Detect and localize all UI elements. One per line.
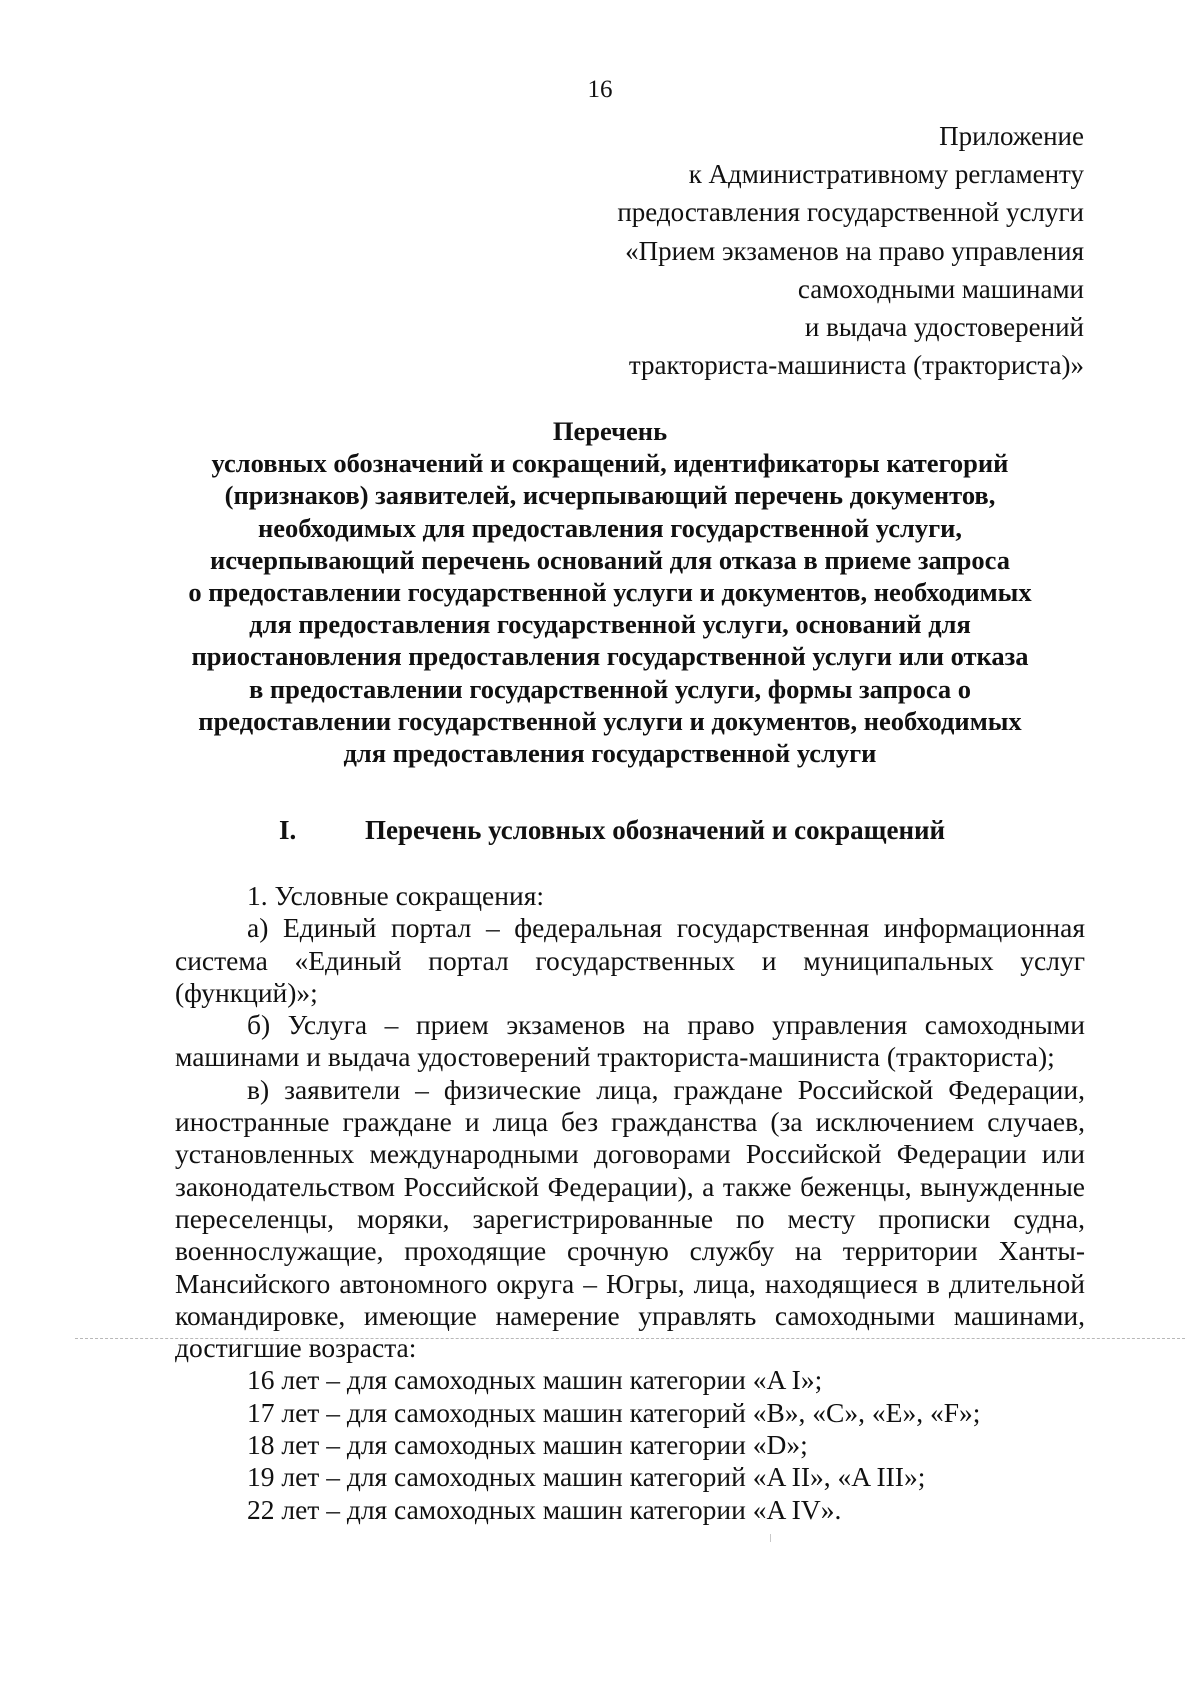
appendix-line: Приложение	[939, 121, 1084, 151]
title-line: для предоставления государственной услуги	[343, 738, 877, 769]
title-line: (признаков) заявителей, исчерпывающий перечень документов,	[224, 480, 996, 511]
title-line: в предоставлении государственной услуги, формы запроса о	[248, 673, 972, 704]
title-line: Перечень	[552, 416, 668, 446]
age-list-item: 16 лет – для самоходных машин категории «A I»;	[247, 1364, 823, 1396]
item-v-paragraph: в) заявители – физические лица, граждане Российской Федерации, иностранные граждане и лица без гражданства (за исключением случаев, установленных международными договорами Российской Федерации или законодательством Российской Федерации), а также беженцы, вынужденные переселенцы, моряки, зарегистрированные по месту прописки судна, военнослужащие, проходящие срочную службу на территории Ханты-Мансийского автономного округа – Югры, лица, находящиеся в длительной командировке, имеющие намерение управлять самоходными машинами, достигшие возраста:	[175, 1073, 1085, 1364]
scan-artifact-mark	[770, 1534, 774, 1542]
age-list-item: 17 лет – для самоходных машин категорий «B», «C», «E», «F»;	[247, 1396, 981, 1428]
title-line: необходимых для предоставления государственной услуги,	[257, 512, 963, 543]
appendix-line: к Административному регламенту	[688, 159, 1084, 190]
appendix-line: предоставления государственной услуги	[617, 197, 1084, 228]
age-list-item: 22 лет – для самоходных машин категории «A IV».	[247, 1493, 842, 1525]
age-list-item: 19 лет – для самоходных машин категорий «A II», «A III»;	[247, 1461, 926, 1493]
scan-artifact-line	[75, 1338, 1185, 1339]
body-text	[175, 880, 1085, 1526]
section-title: Перечень условных обозначений и сокращений	[365, 815, 946, 845]
item-1-paragraph: 1. Условные сокращения:	[247, 880, 544, 911]
appendix-line: тракториста-машиниста (тракториста)»	[628, 350, 1084, 381]
title-line: для предоставления государственной услуги, оснований для	[249, 609, 971, 640]
appendix-line: «Прием экзаменов на право управления	[625, 235, 1084, 266]
title-line: о предоставлении государственной услуги и документов, необходимых	[188, 577, 1032, 608]
appendix-line: и выдача удостоверений	[804, 312, 1084, 343]
appendix-header	[524, 117, 1084, 384]
title-line: предоставлении государственной услуги и документов, необходимых	[198, 705, 1022, 736]
title-line: исчерпывающий перечень оснований для отказа в приеме запроса	[210, 544, 1010, 575]
age-list-item: 18 лет – для самоходных машин категории «D»;	[247, 1429, 808, 1461]
item-a-paragraph: а) Единый портал – федеральная государственная информационная система «Единый портал государственных и муниципальных услуг (функций)»;	[175, 912, 1085, 1008]
title-line: условных обозначений и сокращений, идентификаторы категорий	[211, 448, 1009, 479]
age-list	[175, 1364, 1085, 1525]
document-title	[150, 415, 1070, 769]
page-number: 16	[587, 76, 613, 103]
appendix-line: самоходными машинами	[797, 273, 1084, 304]
title-line: приостановления предоставления государственной услуги или отказа	[191, 641, 1029, 672]
item-b-paragraph: б) Услуга – прием экзаменов на право управления самоходными машинами и выдача удостоверений тракториста-машиниста (тракториста);	[175, 1009, 1085, 1073]
section-number: I.	[279, 815, 297, 845]
